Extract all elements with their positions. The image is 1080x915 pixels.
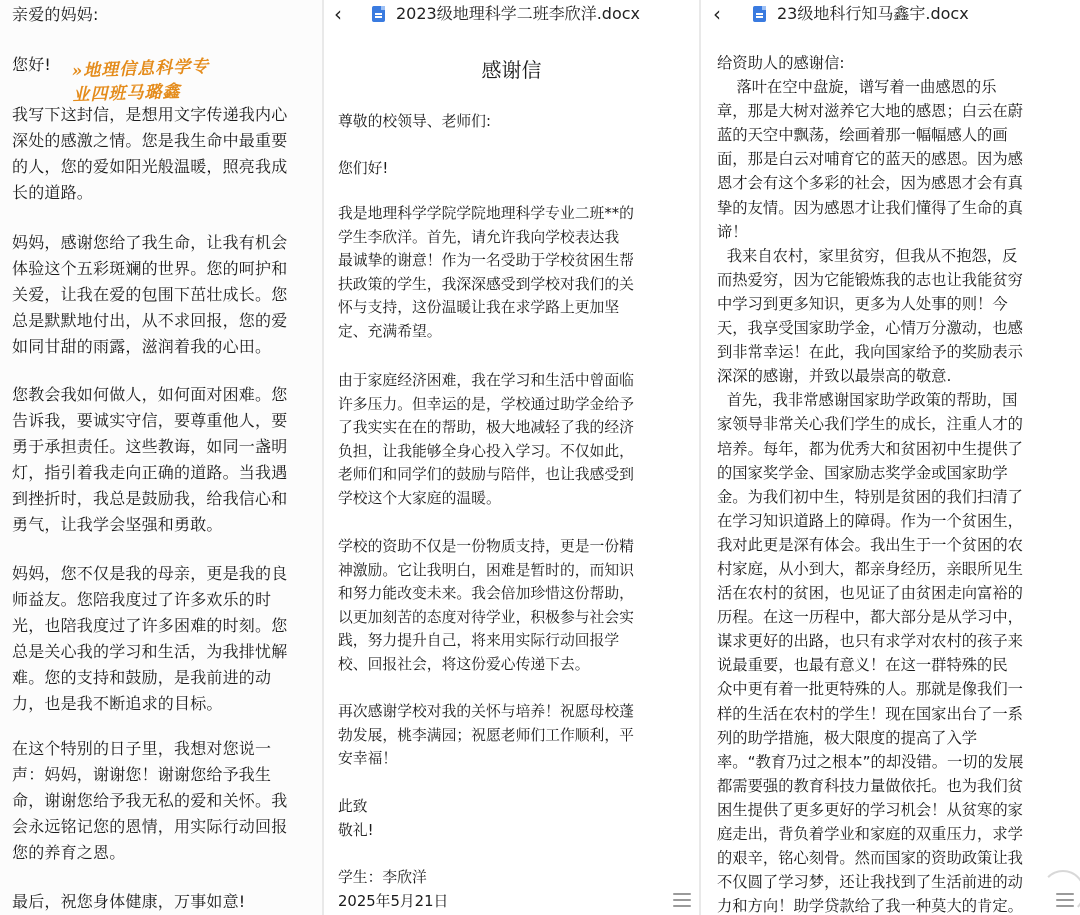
- paragraph: 妈妈，您不仅是我的母亲，更是我的良 师益友。您陪我度过了许多欢乐的时 光，也陪我度过了许多困难的时刻。您 总是关心我的学习和生活，为我排忧解 难。您的支持和鼓励，是我前进的动 力，也是我不断追求的目标。: [12, 564, 288, 713]
- hello-line: 您们好!: [338, 160, 389, 177]
- word-doc-icon: [753, 6, 766, 22]
- menu-icon[interactable]: [673, 893, 691, 907]
- back-button[interactable]: ‹: [713, 2, 721, 26]
- document-viewer-panel: [324, 0, 699, 915]
- paragraph: 我写下这封信，是想用文字传递我内心 深处的感激之情。您是我生命中最重要 的人，您的爱如阳光般温暖，照亮我成 长的道路。: [12, 105, 288, 202]
- menu-icon[interactable]: [1056, 893, 1074, 907]
- document-viewer-panel: [701, 0, 1080, 915]
- paragraph: 我是地理科学学院学院地理科学专业二班**的 学生李欣洋。首先，请允许我向学校表达我 最诚挚的谢意！作为一名受助于学校贫困生帮 扶政策的学生，我深深感受到学校对我们的关 怀与支持，这份温暖让我在求学路上更加坚 定、充满希望。: [338, 205, 634, 340]
- paragraph: 妈妈，感谢您给了我生命，让我有机会 体验这个五彩斑斓的世界。您的呵护和 关爱，让我在爱的包围下茁壮成长。您 总是默默地付出，从不求回报，您的爱 如同甘甜的雨露，滋润着我的心田。: [12, 233, 288, 356]
- letter-body: 给资助人的感谢信: 落叶在空中盘旋，谱写着一曲感恩的乐 章，那是大树对滋养它大地的感恩；白云在蔚 蓝的天空中飘荡，绘画着那一幅幅感人的画 面，那是白云对哺育它的蓝天的感恩。因为感 恩才会有这个多彩的社会，因为感恩才会有真 挚的友情。因为感恩才让我们懂得了生命的真 谛！ 我来自农村，家里贫穷，但我从不抱怨，反 而热爱穷，因为它能锻炼我的志也让我能贫穷 中学习到更多知识，更多为人处事的则！今 天，我享受国家助学金，心情万分激动，也感 到非常幸运！在此，我向国家给予的奖励表示 深深的感谢，并致以最崇高的敬意. 首先，我非常感谢国家助学政策的帮助，国 家领导非常关心我们学生的成长，注重人才的 培养。每年，都为优秀大和贫困初中生提供了 的国家奖学金、国家励志奖学金或国家助学 金。为我们初中生，特别是贫困的我们扫清了 在学习知识道路上的障碍。作为一个贫困生， 我对此更是深有体会。我出生于一个贫困的农 村家庭，从小到大，都亲身经历，亲眼所见生 活在农村的贫困，也见证了由贫困走向富裕的 历程。在这一历程中，都大部分是从学习中， 谋求更好的出路，也只有求学对农村的孩子来 说最重要，也最有意义！在这一群特殊的民 众中更有着一批更特殊的人。那就是像我们一 样的生活在农村的学生！现在国家出台了一系 列的助学措施，极大限度的提高了入学 率。“教育乃过之根本”的却没错。一切的发展 都需要强的教育科技力量做依托。也为我们贫 困生提供了更多更好的学习机会！从贫寒的家 庭走出，背负着学业和家庭的双重压力，求学 的艰辛，铭心刻骨。然而国家的资助政策让我 不仅圆了学习梦，还让我找到了生活前进的动 力和方向！助学贷款给了我一种莫大的肯定。: [717, 54, 1024, 915]
- paragraph: 学校的资助不仅是一份物质支持，更是一份精 神激励。它让我明白，困难是暂时的，而知识 和努力能改变未来。我会倍加珍惜这份帮助， 以更加刻苦的态度对待学业，积极参与社会实 践，努力提升自己，将来用实际行动回报学 校、回报社会，将这份爱心传递下去。: [338, 538, 634, 673]
- viewer-header: [324, 0, 699, 30]
- file-name: 23级地科行知马鑫宇.docx: [777, 4, 969, 23]
- file-name: 2023级地理科学二班李欣洋.docx: [396, 4, 641, 23]
- closing: 此致 敬礼!: [338, 798, 374, 839]
- handwritten-watermark: »地理信息科学专 业四班马璐鑫: [71, 56, 210, 106]
- letter-to-mother-panel: [0, 0, 322, 915]
- paragraph: 再次感谢学校对我的关怀与培养！祝愿母校蓬 勃发展，桃李满园；祝愿老师们工作顺利，平 安幸福！: [338, 703, 634, 767]
- salutation: 尊敬的校领导、老师们:: [338, 113, 491, 130]
- greeting: 亲爱的妈妈:: [12, 5, 99, 24]
- paragraph: 在这个特别的日子里，我想对您说一 声：妈妈，谢谢您！谢谢您给予我生 命，谢谢您给予我无私的爱和关怀。我 会永远铭记您的恩情，用实际行动回报 您的养育之恩。: [12, 739, 288, 862]
- hello-line: 您好!: [12, 55, 52, 74]
- back-button[interactable]: ‹: [334, 2, 342, 26]
- closing-wish: 最后，祝您身体健康，万事如意!: [12, 892, 246, 911]
- paragraph: 您教会我如何做人，如何面对困难。您 告诉我，要诚实守信，要尊重他人，要 勇于承担责任。这些教诲，如同一盏明 灯，指引着我走向正确的道路。当我遇 到挫折时，我总是鼓励我，给我信心和 勇气，让我学会坚强和勇敢。: [12, 385, 288, 534]
- scroll-indicator[interactable]: [1041, 870, 1080, 914]
- document-title: 感谢信: [481, 58, 542, 82]
- paragraph: 由于家庭经济困难，我在学习和生活中曾面临 许多压力。但幸运的是，学校通过助学金给予 了我实实在在的帮助，极大地减轻了我的经济 负担，让我能够全身心投入学习。不仅如此， 老师们和同学们的鼓励与陪伴，也让我感受到 学校这个大家庭的温暖。: [338, 372, 634, 507]
- viewer-header: [701, 0, 1080, 30]
- signature: 学生：李欣洋 2025年5月21日: [338, 869, 449, 910]
- word-doc-icon: [372, 6, 385, 22]
